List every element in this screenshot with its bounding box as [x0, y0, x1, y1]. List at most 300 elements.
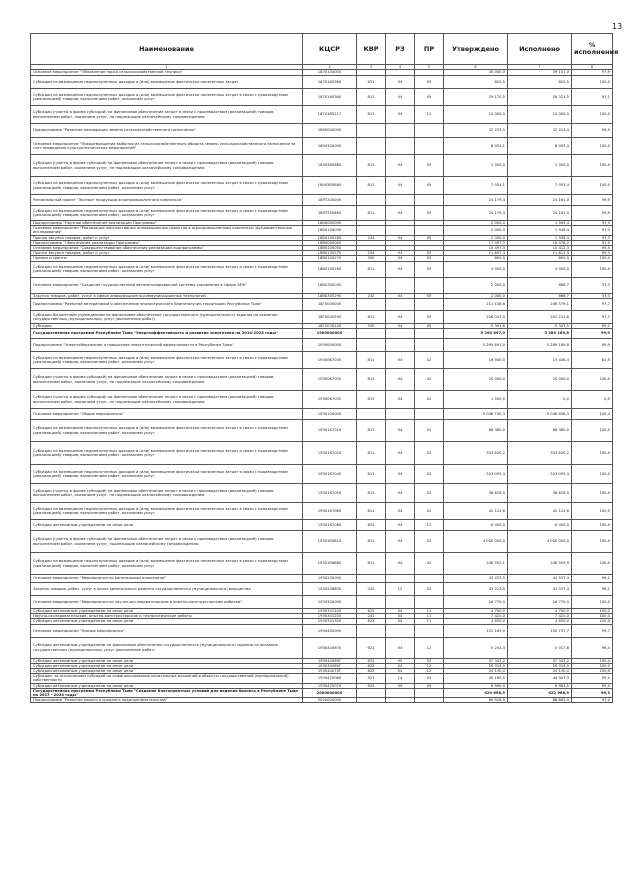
row-approved: 89 516,9 — [444, 698, 508, 703]
row-pr: 02 — [415, 420, 444, 442]
row-pr — [415, 138, 444, 155]
row-percent: 99,9 — [572, 124, 613, 138]
column-index: 1 — [31, 65, 303, 70]
row-kvr: 622 — [357, 669, 386, 674]
row-kvr: 811 — [357, 553, 386, 575]
row-executed: 206 579,1 — [508, 298, 572, 310]
row-kvr: 622 — [357, 683, 386, 688]
row-pr — [415, 409, 444, 420]
table-row — [31, 553, 613, 575]
row-rz: 04 — [386, 89, 415, 106]
row-approved: 829,5 — [444, 76, 508, 89]
row-percent: 100,0 — [572, 484, 613, 503]
row-name: Субсидии на возмещение недополученных доходов и (или) возмещение фактически понесенных затрат в связи с производством (реализацией) товаров, выполнением работ, оказанием услуг — [31, 465, 303, 484]
row-rz — [386, 596, 415, 609]
row-pr: 05 — [415, 251, 444, 256]
row-kvr: 350 — [357, 256, 386, 261]
row-rz: 04 — [386, 637, 415, 658]
row-percent: 99,9 — [572, 206, 613, 221]
row-kvr: 242 — [357, 293, 386, 298]
table-row — [31, 624, 613, 637]
row-name: Основное мероприятие "Реализация перспективных инновационных проектов в агропромышленном комплексе; фундаментальные исследования" — [31, 226, 303, 235]
row-approved: 10 314,9 — [444, 663, 508, 668]
row-executed: 1 945,4 — [508, 226, 572, 235]
row-kcsr: 1930167080 — [303, 520, 357, 531]
row-pr: 05 — [415, 256, 444, 261]
row-pr — [415, 124, 444, 138]
row-name: Подпрограмма "Развитие ветеринарии и обеспечение эпизоотического благополучия территории Республики Тыва" — [31, 298, 303, 310]
row-percent: 97,9 — [572, 70, 613, 76]
row-approved: 248 352,1 — [444, 553, 508, 575]
row-kcsr: 1930067030 — [303, 369, 357, 391]
row-rz: 04 — [386, 420, 415, 442]
row-name: Основное мероприятие "Мероприятия по капитальным вложениям" — [31, 575, 303, 583]
row-approved: 1 000,0 — [444, 155, 508, 177]
row-kcsr: 1890300000 — [303, 138, 357, 155]
row-executed: 36 618,0 — [508, 484, 572, 503]
row-kvr — [357, 138, 386, 155]
budget-table — [30, 33, 619, 703]
row-pr — [415, 277, 444, 293]
row-approved: 929 698,5 — [444, 688, 508, 697]
row-percent: 97,3 — [572, 221, 613, 226]
row-executed: 24 161,0 — [508, 206, 572, 221]
row-executed: 8 984,5 — [508, 683, 572, 688]
table-body — [31, 70, 613, 703]
table-row — [31, 124, 613, 138]
row-name: Субсидии автономным учреждениям на финансовое обеспечение государственного (муниципального) задания на оказание государственных (муниципальных) услуг (выполнение работ) — [31, 637, 303, 658]
row-name: Основное мероприятие "Предотвращение выбытия из сельскохозяйственного оборота земель сельскохозяйственного назначения за счет проведения культуртехнических мероприятий" — [31, 138, 303, 155]
row-approved: 29 170,5 — [444, 89, 508, 106]
row-executed: 4 650,0 — [508, 619, 572, 624]
row-kcsr: 1870160360 — [303, 76, 357, 89]
table-row — [31, 155, 613, 177]
row-name: Прочая закупка товаров, работ и услуг — [31, 235, 303, 240]
row-kvr — [357, 575, 386, 583]
row-pr — [415, 624, 444, 637]
table-row — [31, 261, 613, 277]
row-pr: 05 — [415, 177, 444, 195]
row-percent: 100,0 — [572, 619, 613, 624]
row-executed: 20 000,0 — [508, 369, 572, 391]
row-kcsr: 19301R6880 — [303, 553, 357, 575]
row-executed: 5 347,5 — [508, 323, 572, 328]
row-approved: 43 223,5 — [444, 575, 508, 583]
row-executed: 922 968,9 — [508, 688, 572, 697]
row-approved: 10 000,0 — [444, 106, 508, 124]
row-name: Субсидии на возмещение недополученных доходов и (или) возмещение фактически понесенных затрат в связи с производством (реализацией) товаров, выполнением работ, оказанием услуг — [31, 503, 303, 520]
row-executed: 666,7 — [508, 293, 572, 298]
row-kvr: 244 — [357, 235, 386, 240]
row-pr: 12 — [415, 637, 444, 658]
row-kvr — [357, 688, 386, 697]
row-rz: 04 — [386, 369, 415, 391]
row-rz: 09 — [386, 683, 415, 688]
row-kcsr: 18В0100000 — [303, 246, 357, 251]
row-executed: 303 830,2 — [508, 442, 572, 465]
row-rz: 04 — [386, 235, 415, 240]
row-name: Подпрограмма "Энергосбережение и повышение энергетической эффективности в Республике Тыва" — [31, 339, 303, 352]
row-rz: 04 — [386, 261, 415, 277]
row-executed: 829,5 — [508, 76, 572, 89]
row-kcsr: 18Б0000000 — [303, 221, 357, 226]
row-kcsr: 1890000000 — [303, 124, 357, 138]
row-approved: 5 046 740,3 — [444, 409, 508, 420]
column-index: 7 — [508, 65, 572, 70]
row-executed: 1 000,0 — [508, 155, 572, 177]
row-name: Подпрограмма "Обеспечение реализации Программы" — [31, 240, 303, 245]
row-approved: 16 770,0 — [444, 596, 508, 609]
table-row — [31, 688, 613, 697]
row-kcsr: 1930400000 — [303, 624, 357, 637]
table-row — [31, 391, 613, 409]
row-approved: 86 360,0 — [444, 420, 508, 442]
row-percent: 100,0 — [572, 256, 613, 261]
table-row — [31, 583, 613, 596]
row-approved: 15 497,3 — [444, 246, 508, 251]
row-kvr — [357, 339, 386, 352]
row-name: Субсидии (гранты в форме субсидий) на финансовое обеспечение затрат в связи с производством (реализацией) товаров, выполнением работ, оказанием услуг, подлежащие казначейскому сопровождению — [31, 531, 303, 553]
row-approved: 8 054,1 — [444, 138, 508, 155]
row-approved: 57 343,2 — [444, 658, 508, 663]
row-name: Субсидии бюджетным учреждениям на финансовое обеспечение государственного (муниципального) задания на оказание государственных (муниципальных) услуг (выполнение работ) — [31, 310, 303, 323]
row-kcsr: 18В0000000 — [303, 240, 357, 245]
row-pr: 09 — [415, 683, 444, 688]
row-rz — [386, 575, 415, 583]
row-approved: 5 295 897,0 — [444, 329, 508, 339]
row-executed: 8 053,4 — [508, 138, 572, 155]
row-name: Основное мероприятие "Мероприятия по научно-исследовательским и опытно-конструкторским работам" — [31, 596, 303, 609]
row-percent: 99,5 — [572, 674, 613, 683]
row-pr: 02 — [415, 531, 444, 553]
row-executed: 16 078,0 — [508, 240, 572, 245]
row-percent: 100,0 — [572, 609, 613, 614]
row-pr — [415, 298, 444, 310]
row-kvr: 811 — [357, 352, 386, 369]
row-approved: 323 055,4 — [444, 465, 508, 484]
row-name: Субсидии автономным учреждениям на иные цели — [31, 609, 303, 614]
row-kvr — [357, 195, 386, 206]
row-name: Субсидии на возмещение недополученных доходов и (или) возмещение фактически понесенных затрат в связи с производством (реализацией) товаров, выполнением работ, оказанием услуг — [31, 420, 303, 442]
row-kcsr: 189T200000 — [303, 195, 357, 206]
column-index: 4 — [386, 65, 415, 70]
header-percent: % исполнения — [572, 34, 613, 65]
row-approved: 1 500,0 — [444, 391, 508, 409]
row-executed: 323 055,4 — [508, 465, 572, 484]
row-percent: 96,1 — [572, 575, 613, 583]
row-kcsr: 1930000000 — [303, 339, 357, 352]
row-kvr: 243 — [357, 583, 386, 596]
row-percent: 100,0 — [572, 663, 613, 668]
row-executed: 201 231,6 — [508, 310, 572, 323]
row-approved: 5 204,4 — [444, 637, 508, 658]
row-rz — [386, 688, 415, 697]
row-percent: 100,0 — [572, 106, 613, 124]
table-row — [31, 531, 613, 553]
row-kvr: 621 — [357, 637, 386, 658]
row-percent: 99,3 — [572, 688, 613, 697]
row-name: Субсидии на возмещение недополученных доходов и (или) возмещение фактически понесенных затрат — [31, 76, 303, 89]
table-row — [31, 637, 613, 658]
row-kvr: 811 — [357, 465, 386, 484]
row-kcsr: 1930067030 — [303, 352, 357, 369]
row-percent: 96,4 — [572, 637, 613, 658]
row-name: Основное мероприятие "Прочие мероприятия" — [31, 624, 303, 637]
row-kcsr: 1930208830 — [303, 583, 357, 596]
row-executed: 5 289 189,8 — [508, 329, 572, 339]
row-rz: 04 — [386, 352, 415, 369]
row-kcsr: 18Г0040590 — [303, 310, 357, 323]
row-executed: 15 412,3 — [508, 246, 572, 251]
row-executed: 11 612,3 — [508, 251, 572, 256]
row-percent: 100,0 — [572, 177, 613, 195]
row-percent: 97,3 — [572, 226, 613, 235]
table-row — [31, 138, 613, 155]
table-row — [31, 106, 613, 124]
row-executed: 41 537,4 — [508, 575, 572, 583]
row-rz: 04 — [386, 310, 415, 323]
row-percent: 100,0 — [572, 614, 613, 619]
row-executed: 44 947,3 — [508, 674, 572, 683]
row-rz: 04 — [386, 609, 415, 614]
row-kcsr: 18Б0100280 — [303, 235, 357, 240]
row-approved: 11 697,3 — [444, 251, 508, 256]
row-rz: 04 — [386, 323, 415, 328]
row-rz: 04 — [386, 614, 415, 619]
row-pr: 02 — [415, 484, 444, 503]
row-rz: 05 — [386, 658, 415, 663]
row-name: Субсидии на возмещение недополученных доходов и (или) возмещение фактически понесенных затрат в связи с производством (реализацией) товаров, выполнением работ, оказанием услуг — [31, 206, 303, 221]
row-executed: 86 863,9 — [508, 698, 572, 703]
row-kvr — [357, 277, 386, 293]
row-pr: 02 — [415, 658, 444, 663]
row-percent: 33,3 — [572, 293, 613, 298]
row-name: Субсидии автономным учреждениям на иные цели — [31, 619, 303, 624]
header-executed: Исполнено — [508, 34, 572, 65]
row-kvr: 631 — [357, 76, 386, 89]
row-kvr: 811 — [357, 503, 386, 520]
row-rz: 04 — [386, 442, 415, 465]
row-kvr — [357, 298, 386, 310]
row-kvr: 811 — [357, 206, 386, 221]
row-rz: 04 — [386, 465, 415, 484]
column-index: 6 — [444, 65, 508, 70]
row-kvr: 622 — [357, 663, 386, 668]
row-kvr: 244 — [357, 251, 386, 256]
row-kcsr: 1930167050 — [303, 484, 357, 503]
row-kvr: 813 — [357, 369, 386, 391]
row-name: Субсидии автономным учреждениям на иные цели — [31, 683, 303, 688]
row-pr: 11 — [415, 619, 444, 624]
row-approved: 24 130,0 — [444, 669, 508, 674]
row-name: Субсидии (гранты в форме субсидий) на финансовое обеспечение затрат в связи с производством (реализацией) товаров, выполнением работ, оказанием услуг, не подлежащие казначейскому сопровождению — [31, 484, 303, 503]
table-row — [31, 206, 613, 221]
row-pr — [415, 698, 444, 703]
row-pr — [415, 329, 444, 339]
table-row — [31, 369, 613, 391]
row-kvr: 811 — [357, 442, 386, 465]
row-kcsr: 1930475070 — [303, 683, 357, 688]
row-pr: 02 — [415, 391, 444, 409]
row-percent: 97,1 — [572, 89, 613, 106]
row-name: Основное мероприятие "Создание государственной автоматизированной системы управления в сфере АПК" — [31, 277, 303, 293]
row-executed: 57 343,2 — [508, 658, 572, 663]
row-pr: 02 — [415, 503, 444, 520]
row-approved: 2 000,0 — [444, 277, 508, 293]
row-approved: 42 124,8 — [444, 503, 508, 520]
table-row — [31, 298, 613, 310]
row-kvr: 813 — [357, 484, 386, 503]
header-name: Наименование — [31, 34, 303, 65]
row-approved: 32 233,5 — [444, 124, 508, 138]
row-kcsr: 18В0100280 — [303, 261, 357, 277]
row-approved: 2 000,0 — [444, 221, 508, 226]
row-pr: 05 — [415, 206, 444, 221]
row-name: Субсидии на возмещение недополученных доходов и (или) возмещение фактически понесенных затрат в связи с производством (реализацией) товаров, выполнением работ, оказанием услуг — [31, 352, 303, 369]
row-executed: 10 314,9 — [508, 663, 572, 668]
row-pr: 05 — [415, 235, 444, 240]
row-kvr: 622 — [357, 619, 386, 624]
row-percent: 0,0 — [572, 391, 613, 409]
row-percent: 99,9 — [572, 195, 613, 206]
row-name: Прочая закупка товаров, работ и услуг — [31, 251, 303, 256]
row-pr: 05 — [415, 89, 444, 106]
row-pr: 02 — [415, 465, 444, 484]
row-pr: 05 — [415, 310, 444, 323]
row-percent: 96,1 — [572, 583, 613, 596]
row-percent: 100,0 — [572, 531, 613, 553]
row-percent: 100,0 — [572, 503, 613, 520]
header-approved: Утверждено — [444, 34, 508, 65]
row-percent: 97,7 — [572, 310, 613, 323]
row-kvr: 611 — [357, 310, 386, 323]
row-kcsr: 18В0300290 — [303, 293, 357, 298]
row-pr: 03 — [415, 674, 444, 683]
row-name: Субсидии на возмещение недополученных доходов и (или) возмещение фактически понесенных затрат в связи с производством (реализацией) товаров, выполнением работ, оказанием услуг — [31, 89, 303, 106]
row-kcsr: 193044069Г — [303, 658, 357, 663]
row-kcsr: 1930100000 — [303, 409, 357, 420]
row-name: Субсидии, за исключением субсидий на софинансирование капитальных вложений в объекты государственной (муниципальной) собственности — [31, 674, 303, 683]
row-pr: 05 — [415, 155, 444, 177]
row-approved: 5 295 897,0 — [444, 339, 508, 352]
row-kcsr: 19301R5810 — [303, 531, 357, 553]
row-percent: 97,3 — [572, 235, 613, 240]
row-pr — [415, 195, 444, 206]
row-pr: 11 — [415, 614, 444, 619]
table-row — [31, 520, 613, 531]
row-name: Научно-исследовательские, опытно-конструкторские и технологические работы — [31, 614, 303, 619]
row-name: Региональный проект "Экспорт продукции агропромышленного комплекса" — [31, 195, 303, 206]
row-percent: 99,5 — [572, 246, 613, 251]
row-name: Субсидии на возмещение недополученных доходов и (или) возмещение фактически понесенных затрат в связи с производством (реализацией) товаров, выполнением работ, оказанием услуг — [31, 553, 303, 575]
row-kvr: 811 — [357, 420, 386, 442]
table-row — [31, 442, 613, 465]
row-executed: 24 130,0 — [508, 669, 572, 674]
row-approved: 24 179,4 — [444, 195, 508, 206]
row-kvr: 521 — [357, 674, 386, 683]
row-name: Подпрограмма "Развитие малого и среднего предпринимательства" — [31, 698, 303, 703]
row-approved: 4 000 000,0 — [444, 531, 508, 553]
row-name: Основное мероприятие "Общие мероприятия" — [31, 409, 303, 420]
row-kcsr: 1930475060 — [303, 674, 357, 683]
row-executed: 0,0 — [508, 391, 572, 409]
row-percent: 100,0 — [572, 369, 613, 391]
row-percent: 99,3 — [572, 251, 613, 256]
row-kvr — [357, 329, 386, 339]
row-rz — [386, 226, 415, 235]
row-executed: 32 214,4 — [508, 124, 572, 138]
row-executed: 24 161,0 — [508, 195, 572, 206]
row-rz — [386, 624, 415, 637]
table-row — [31, 674, 613, 683]
table-row — [31, 89, 613, 106]
row-kcsr: 18Б0100000 — [303, 226, 357, 235]
row-rz — [386, 409, 415, 420]
row-rz: 04 — [386, 256, 415, 261]
row-executed: 150 737,7 — [508, 624, 572, 637]
row-pr: 12 — [415, 106, 444, 124]
table-row — [31, 195, 613, 206]
row-executed: 666,7 — [508, 277, 572, 293]
row-approved: 151 163,0 — [444, 624, 508, 637]
row-approved: 8 990,0 — [444, 683, 508, 688]
row-kvr — [357, 698, 386, 703]
row-approved: 2 000,0 — [444, 226, 508, 235]
row-kcsr: 18Г0076140 — [303, 323, 357, 328]
row-approved: 7 054,1 — [444, 177, 508, 195]
row-percent: 91,9 — [572, 240, 613, 245]
row-rz: 04 — [386, 391, 415, 409]
row-name: Субсидии автономным учреждениям на иные цели — [31, 658, 303, 663]
row-pr: 02 — [415, 583, 444, 596]
row-approved: 3 000,0 — [444, 261, 508, 277]
row-name: Закупка товаров, работ, услуг в целях капитального ремонта государственного (муниципального) имущества — [31, 583, 303, 596]
row-executed: 248 309,9 — [508, 553, 572, 575]
row-percent: 97,7 — [572, 298, 613, 310]
row-rz — [386, 138, 415, 155]
row-approved: 6 400,0 — [444, 520, 508, 531]
row-kcsr: 2020000000 — [303, 698, 357, 703]
header-pr: ПР — [415, 34, 444, 65]
row-pr: 11 — [415, 609, 444, 614]
row-pr: 05 — [415, 323, 444, 328]
row-kvr: 622 — [357, 609, 386, 614]
table-row — [31, 277, 613, 293]
row-executed: 39 151,0 — [508, 70, 572, 76]
row-kcsr: 18В0100270 — [303, 251, 357, 256]
row-kvr: 241 — [357, 614, 386, 619]
row-kcsr: 193044069Г — [303, 663, 357, 668]
row-kcsr: 1930341100 — [303, 609, 357, 614]
row-approved: 4 650,0 — [444, 619, 508, 624]
row-percent: 100,0 — [572, 669, 613, 674]
row-kvr — [357, 226, 386, 235]
row-kvr: 813 — [357, 106, 386, 124]
row-pr: 12 — [415, 663, 444, 668]
table-row — [31, 698, 613, 703]
row-approved: 2 000,0 — [444, 293, 508, 298]
row-rz: 12 — [386, 583, 415, 596]
row-percent: 99,7 — [572, 624, 613, 637]
row-pr: 02 — [415, 352, 444, 369]
table-row — [31, 177, 613, 195]
row-percent: 100,0 — [572, 155, 613, 177]
row-approved: 211 438,6 — [444, 298, 508, 310]
row-percent: 100,0 — [572, 76, 613, 89]
row-kvr: 812 — [357, 531, 386, 553]
row-name: Субсидии автономным учреждениям на иные цели — [31, 669, 303, 674]
row-executed: 800,0 — [508, 256, 572, 261]
